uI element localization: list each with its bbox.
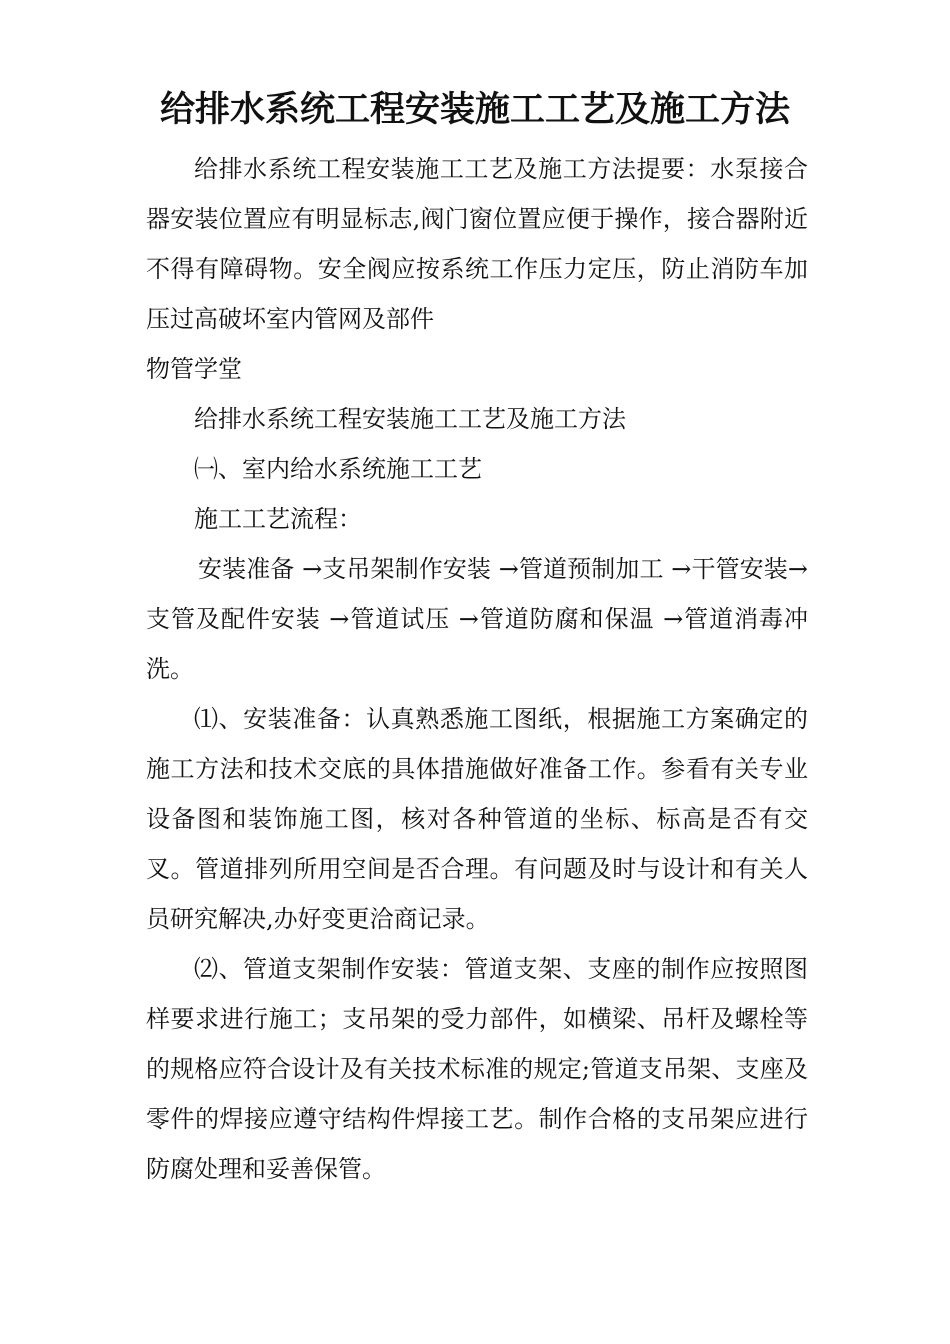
source-label: 物管学堂 [146, 355, 242, 383]
document-body [146, 144, 808, 1194]
process-flow-paragraph: 安装准备 →支吊架制作安装 →管道预制加工 →干管安装→支管及配件安装 →管道试压 →管道防腐和保温 →管道消毒冲洗。 [146, 555, 808, 683]
document-title: 给排水系统工程安装施工工艺及施工方法 [159, 89, 790, 130]
process-heading: 施工工艺流程： [194, 505, 362, 533]
subsection-heading: ㈠、室内给水系统施工工艺 [194, 455, 482, 483]
section-heading: 给排水系统工程安装施工工艺及施工方法 [194, 405, 626, 433]
installation-preparation-paragraph: ⑴、安装准备：认真熟悉施工图纸，根据施工方案确定的施工方法和技术交底的具体措施做好准备工作。参看有关专业设备图和装饰施工图，核对各种管道的坐标、标高是否有交叉。管道排列所用空间是否合理。有问题及时与设计和有关人员研究解决,办好变更洽商记录。 [146, 705, 808, 933]
summary-paragraph: 给排水系统工程安装施工工艺及施工方法提要：水泵接合器安装位置应有明显标志,阀门窗位置应便于操作，接合器附近不得有障碍物。安全阀应按系统工作压力定压，防止消防车加压过高破坏室内管网及部件 [146, 155, 808, 333]
support-fabrication-paragraph: ⑵、管道支架制作安装：管道支架、支座的制作应按照图样要求进行施工；支吊架的受力部件，如横梁、吊杆及螺栓等的规格应符合设计及有关技术标准的规定;管道支吊架、支座及零件的焊接应遵守结构件焊接工艺。制作合格的支吊架应进行防腐处理和妥善保管。 [146, 955, 808, 1183]
